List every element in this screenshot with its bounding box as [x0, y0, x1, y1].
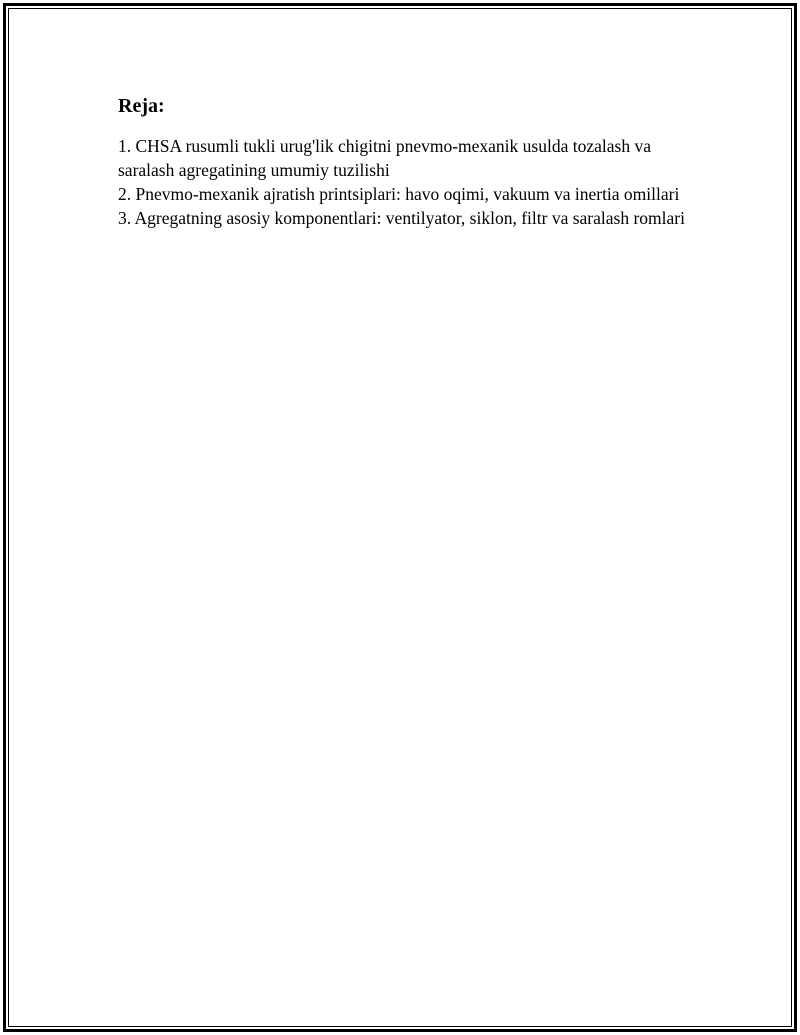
plan-item-3: 3. Agregatning asosiy komponentlari: ventilyator, siklon, filtr va saralash romlari	[118, 208, 685, 228]
plan-item-2: 2. Pnevmo-mexanik ajratish printsiplari: havo oqimi, vakuum va inertia omillari	[118, 184, 680, 204]
plan-list	[118, 134, 698, 230]
plan-item-1: 1. CHSA rusumli tukli urug'lik chigitni pnevmo-mexanik usulda tozalash va saralash agregatining umumiy tuzilishi	[118, 136, 651, 180]
plan-heading: Reja:	[118, 95, 165, 117]
document-content	[118, 92, 698, 230]
